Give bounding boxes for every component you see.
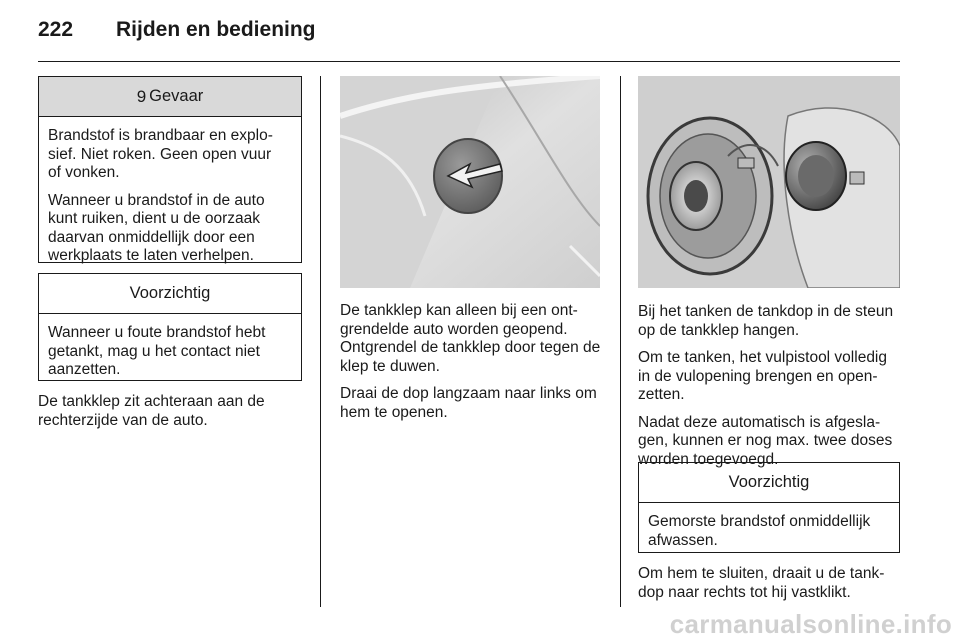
body-paragraph: Nadat deze automatisch is afgesla- gen, kunnen er nog max. twee doses worden toegevoegd. bbox=[638, 413, 893, 468]
header-rule bbox=[38, 61, 900, 62]
body-paragraph: De tankklep zit achteraan aan de rechterzijde van de auto. bbox=[38, 393, 265, 429]
danger-box-title: Gevaar bbox=[149, 87, 204, 105]
danger-box-header bbox=[39, 77, 301, 117]
fuel-flap-closed-illustration bbox=[340, 76, 600, 288]
column-divider-2 bbox=[620, 76, 621, 607]
page-number: 222 bbox=[38, 18, 74, 41]
fuel-flap-closed-drawing bbox=[340, 76, 600, 288]
caution-box bbox=[638, 462, 900, 553]
danger-paragraph: Brandstof is brandbaar en explo- sief. Niet roken. Geen open vuur of vonken. bbox=[48, 127, 273, 181]
body-paragraph: Om hem te sluiten, draait u de tank- dop naar rechts tot hij vastklikt. bbox=[638, 565, 885, 601]
caution-box-header: Voorzichtig bbox=[639, 463, 899, 503]
body-paragraph: De tankklep kan alleen bij een ont- grendelde auto worden geopend. Ontgrendel de tankklep door tegen de klep te duwen. bbox=[340, 302, 601, 375]
column-divider-1 bbox=[320, 76, 321, 607]
caution-text: Wanneer u foute brandstof hebt getankt, mag u het contact niet aanzetten. bbox=[48, 324, 266, 378]
body-paragraph: Draai de dop langzaam naar links om hem te openen. bbox=[340, 385, 597, 421]
caution-box-header: Voorzichtig bbox=[39, 274, 301, 314]
body-paragraph: Bij het tanken de tankdop in de steun op de tankklep hangen. bbox=[638, 303, 894, 339]
fuel-flap-open-drawing bbox=[638, 76, 900, 288]
page-title: Rijden en bediening bbox=[116, 18, 316, 41]
body-paragraph: Om te tanken, het vulpistool volledig in de vulopening brengen en open- zetten. bbox=[638, 349, 887, 403]
danger-box bbox=[38, 76, 302, 263]
caution-box bbox=[38, 273, 302, 381]
danger-paragraph: Wanneer u brandstof in de auto kunt ruiken, dient u de oorzaak daarvan onmiddellijk door een werkplaats te laten verhelpen. bbox=[48, 191, 265, 264]
fuel-flap-open-illustration bbox=[638, 76, 900, 288]
caution-text: Gemorste brandstof onmiddellijk afwassen. bbox=[648, 513, 871, 549]
warning-icon: 9 bbox=[136, 86, 147, 106]
watermark: carmanualsonline.info bbox=[669, 609, 952, 639]
